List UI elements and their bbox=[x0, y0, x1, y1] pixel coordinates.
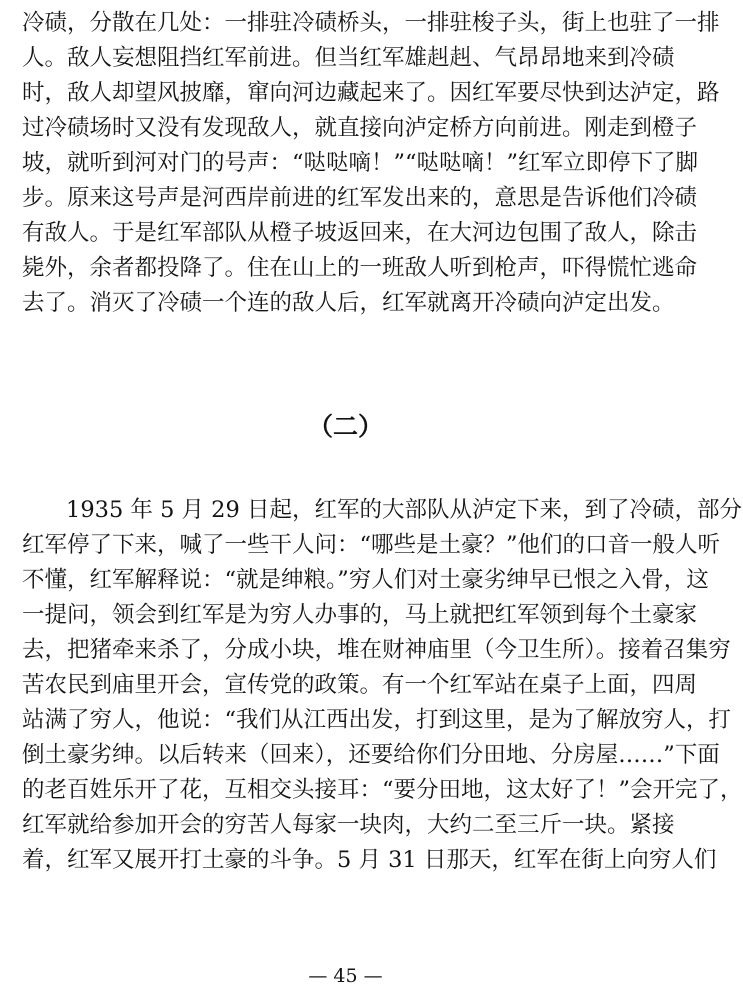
text-line: 一提问，领会到红军是为穷人办事的，马上就把红军领到每个土豪家 bbox=[22, 602, 698, 628]
text-line: 冷碛，分散在几处：一排驻冷碛桥头，一排驻梭子头，街上也驻了一排 bbox=[22, 10, 720, 36]
text-line: 不懂，红军解释说：“就是绅粮。”穷人们对土豪劣绅早已恨之入骨，这 bbox=[22, 567, 709, 593]
section-heading: （二） bbox=[307, 412, 383, 441]
text-line: 步。原来这号声是河西岸前进的红军发出来的，意思是告诉他们冷碛 bbox=[22, 185, 698, 211]
text-line: 着，红军又展开打土豪的斗争。5 月 31 日那天，红军在街上向穷人们 bbox=[22, 847, 717, 873]
text-line: 的老百姓乐开了花，互相交头接耳：“要分田地，这太好了！”会开完了， bbox=[22, 777, 743, 803]
text-line: 时，敌人却望风披靡，窜向河边藏起来了。因红军要尽快到达泸定，路 bbox=[22, 80, 720, 106]
text-line: 有敌人。于是红军部队从橙子坡返回来，在大河边包围了敌人，除击 bbox=[22, 220, 698, 246]
paragraph-2 bbox=[22, 493, 743, 878]
paragraph-1 bbox=[22, 6, 720, 321]
text-line: 苦农民到庙里开会，宣传党的政策。有一个红军站在桌子上面，四周 bbox=[22, 672, 698, 698]
text-line: 红军停了下来，喊了一些干人问：“哪些是土豪？”他们的口音一般人听 bbox=[22, 532, 721, 558]
text-line: 站满了穷人，他说：“我们从江西出发，打到这里，是为了解放穷人，打 bbox=[22, 707, 732, 733]
text-line: 去，把猪牵来杀了，分成小块，堆在财神庙里（今卫生所）。接着召集穷 bbox=[22, 637, 731, 663]
text-line: 红军就给参加开会的穷苦人每家一块肉，大约二至三斤一块。紧接 bbox=[22, 812, 675, 838]
text-line: 1935 年 5 月 29 日起，红军的大部队从泸定下来，到了冷碛，部分 bbox=[66, 497, 742, 523]
text-line: 人。敌人妄想阻挡红军前进。但当红军雄赳赳、气昂昂地来到冷碛 bbox=[22, 45, 675, 71]
text-line: 毙外，余者都投降了。住在山上的一班敌人听到枪声，吓得慌忙逃命 bbox=[22, 255, 698, 281]
page-number: — 45 — bbox=[308, 965, 383, 987]
text-line: 去了。消灭了冷碛一个连的敌人后，红军就离开冷碛向泸定出发。 bbox=[22, 290, 675, 316]
text-line: 过冷碛场时又没有发现敌人，就直接向泸定桥方向前进。刚走到橙子 bbox=[22, 115, 698, 141]
text-line: 坡，就听到河对门的号声：“哒哒嘀！”“哒哒嘀！”红军立即停下了脚 bbox=[22, 150, 699, 176]
text-line: 倒土豪劣绅。以后转来（回来），还要给你们分田地、分房屋……”下面 bbox=[22, 742, 720, 768]
